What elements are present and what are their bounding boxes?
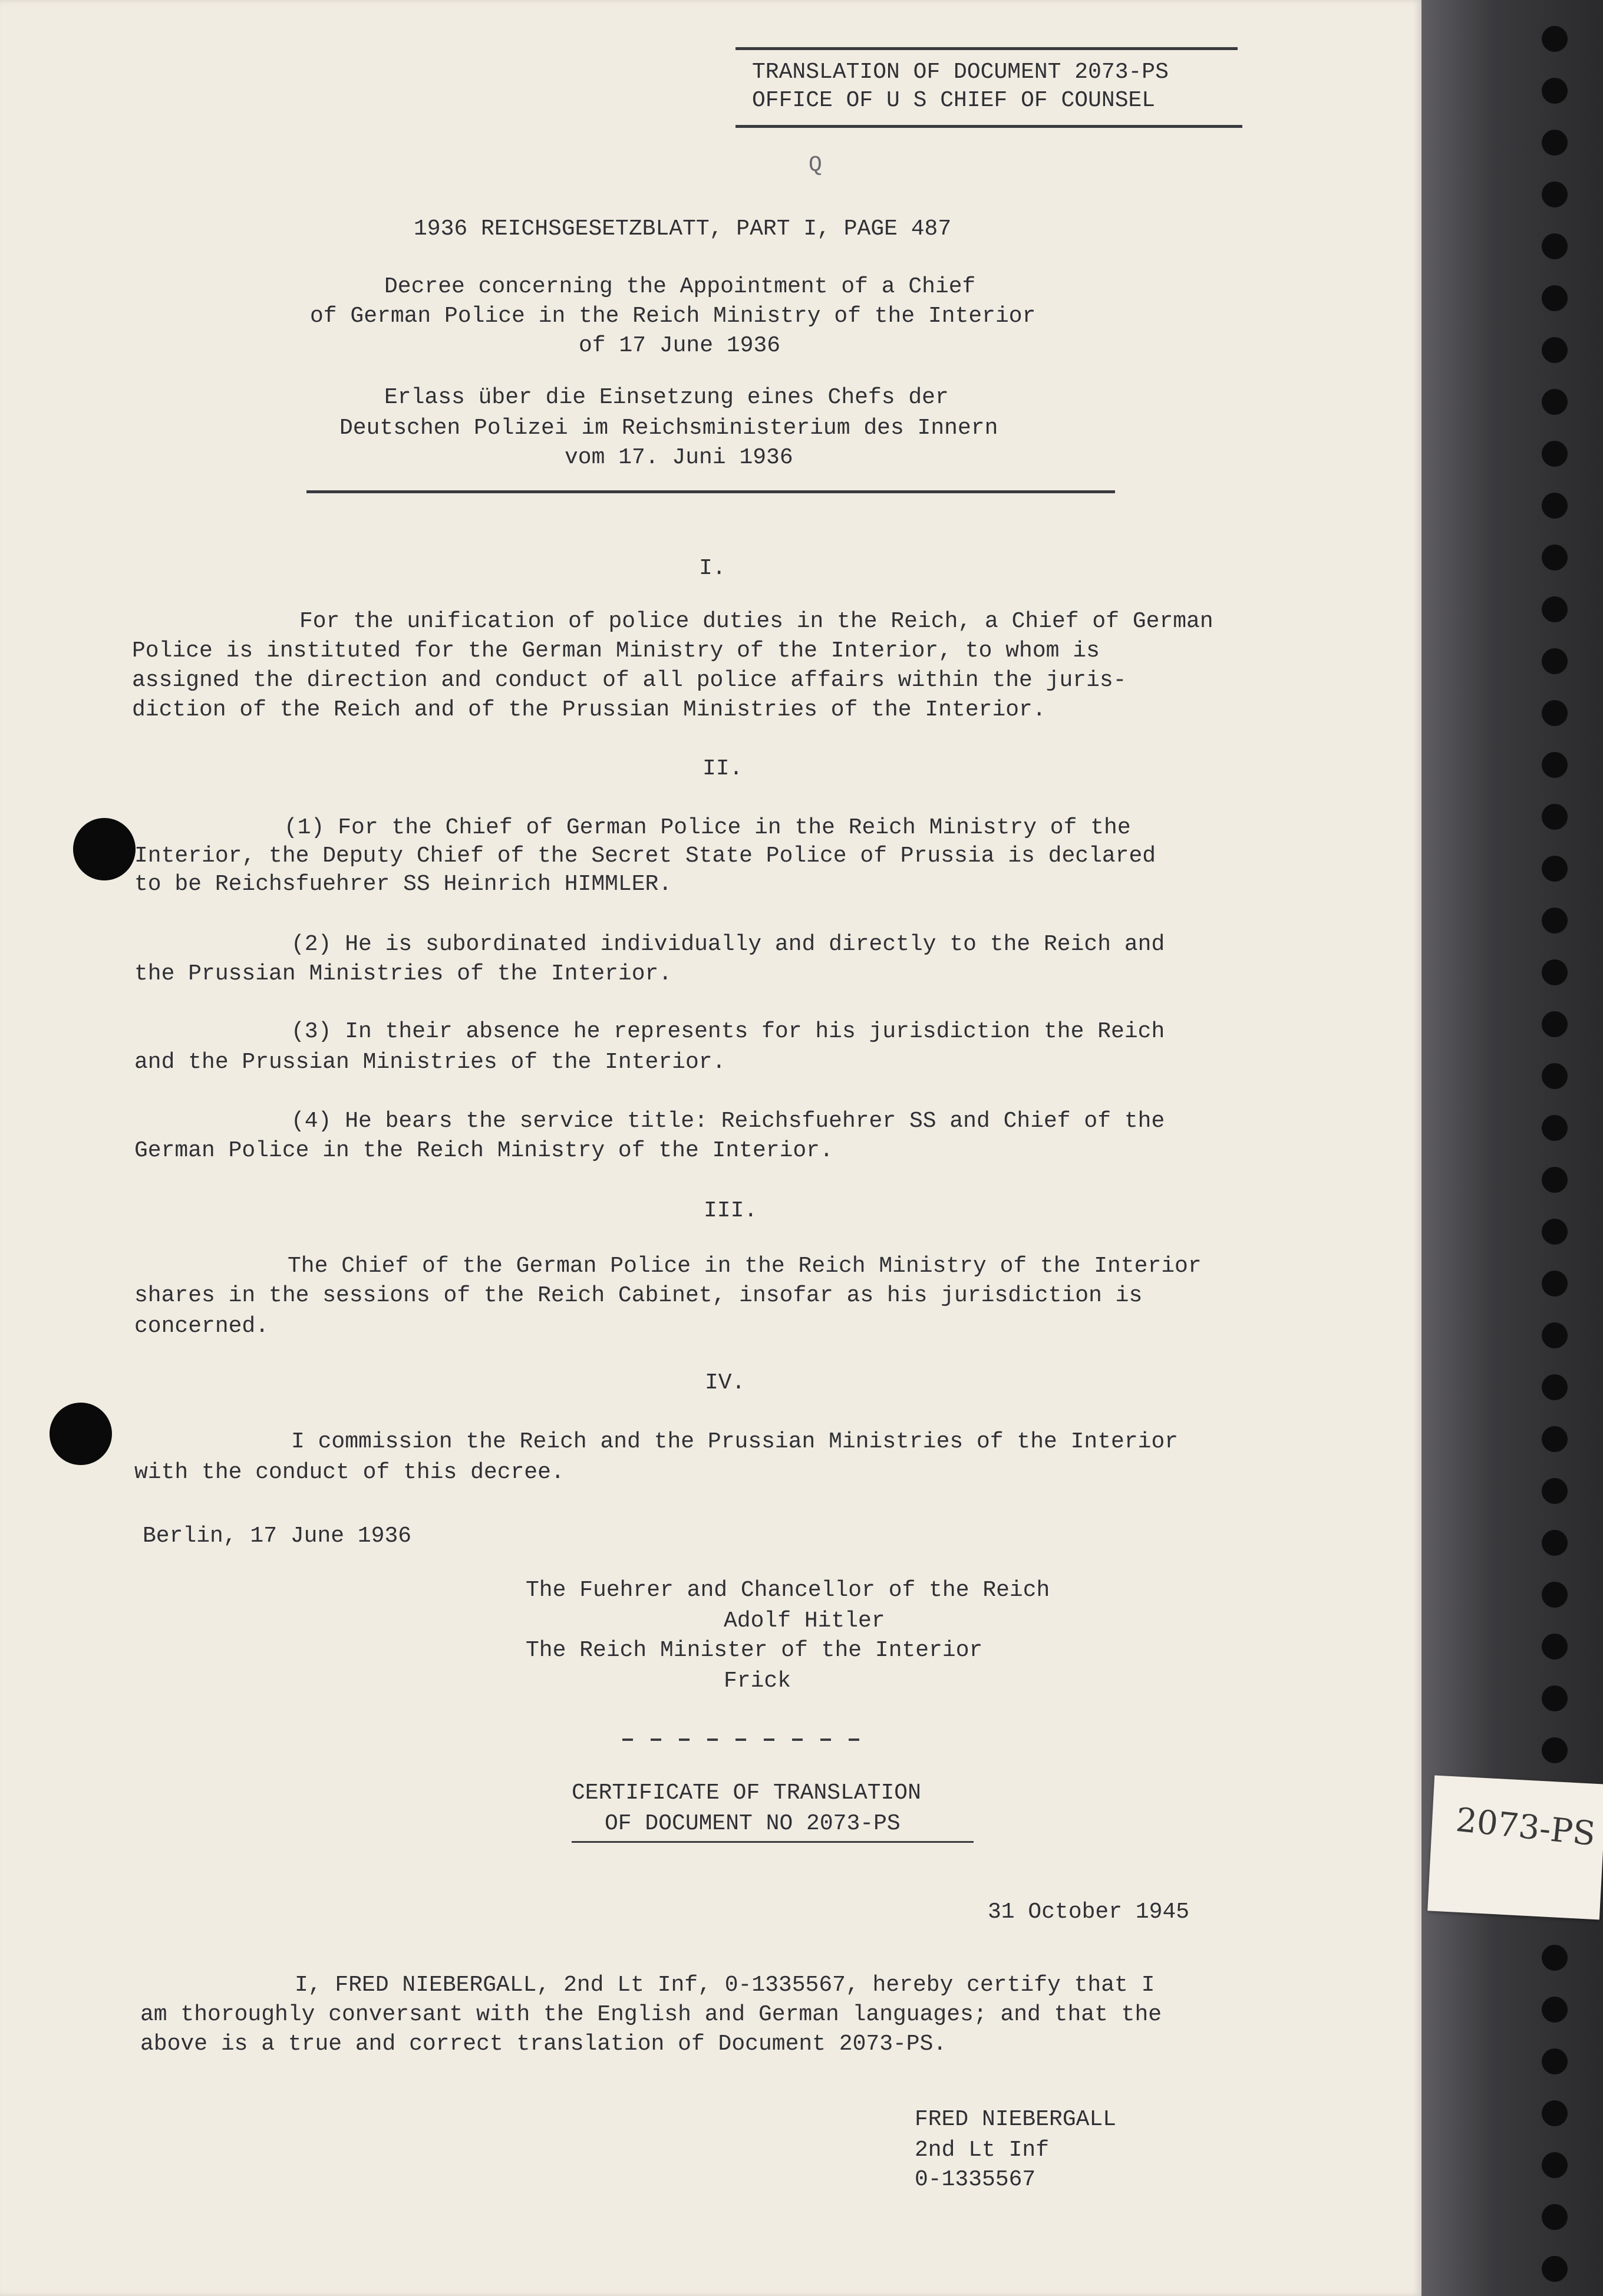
signer-rank: 2nd Lt Inf [915,2137,1050,2163]
binder-hole [1542,2100,1568,2126]
binder-hole [1542,26,1568,52]
binder-hole [1542,856,1568,882]
binder-hole [1542,1530,1568,1556]
certificate-body-line-1: I, FRED NIEBERGALL, 2nd Lt Inf, 0-1335567, hereby certify that I [295,1972,1155,1998]
section-2-para-1-line-3: to be Reichsfuehrer SS Heinrich HIMMLER. [134,872,672,897]
punch-hole-upper [73,818,136,880]
binder-hole [1542,1011,1568,1037]
section-3-line-2: shares in the sessions of the Reich Cabinet, insofar as his jurisdiction is [134,1283,1143,1308]
binder-hole [1542,2256,1568,2282]
title-de-line-3: vom 17. Juni 1936 [565,445,793,470]
certificate-date: 31 October 1945 [988,1899,1190,1925]
binder-hole [1542,804,1568,830]
title-de-line-1: Erlass über die Einsetzung eines Chefs der [384,385,949,410]
signer-name: FRED NIEBERGALL [915,2107,1117,2132]
section-2-para-3-line-1: (3) In their absence he represents for his jurisdiction the Reich [291,1019,1165,1044]
place-date: Berlin, 17 June 1936 [143,1523,412,1549]
binder-hole [1542,1737,1568,1763]
section-4-heading: IV. [705,1370,746,1396]
binder-hole [1542,1219,1568,1245]
title-en-line-3: of 17 June 1936 [579,333,781,358]
certificate-rule [572,1841,974,1843]
binder-hole [1542,752,1568,778]
separator-dashes [622,1739,870,1741]
title-en-line-1: Decree concerning the Appointment of a Chief [384,274,976,299]
binder-hole [1542,389,1568,415]
binder-hole [1542,1582,1568,1608]
binder-hole [1542,1167,1568,1193]
binder-hole [1542,285,1568,311]
header-bottom-rule [735,125,1242,128]
section-2-para-4-line-1: (4) He bears the service title: Reichsfuehrer SS and Chief of the [291,1109,1165,1134]
binder-strip [1421,0,1603,2296]
section-2-para-4-line-2: German Police in the Reich Ministry of the Interior. [134,1138,833,1163]
section-1-line-3: assigned the direction and conduct of all police affairs within the juris- [132,668,1127,693]
section-1-line-1: For the unification of police duties in the Reich, a Chief of German [299,609,1213,634]
binder-hole [1542,908,1568,933]
tab-label: 2073-PS [1454,1800,1598,1854]
binder-hole [1542,648,1568,674]
binder-hole [1542,1945,1568,1971]
signature-line-3: The Reich Minister of the Interior [526,1638,983,1663]
section-4-line-1: I commission the Reich and the Prussian Ministries of the Interior [291,1429,1179,1454]
binder-hole [1542,959,1568,985]
section-3-line-3: concerned. [134,1314,269,1339]
citation: 1936 REICHSGESETZBLATT, PART I, PAGE 487 [414,216,952,242]
binder-hole [1542,233,1568,259]
binder-hole [1542,1063,1568,1089]
title-en-line-2: of German Police in the Reich Ministry of the Interior [310,304,1036,329]
title-rule [306,490,1115,493]
binder-hole [1542,1426,1568,1452]
signature-line-2: Adolf Hitler [724,1608,885,1634]
binder-hole [1542,130,1568,156]
section-1-line-2: Police is instituted for the German Ministry of the Interior, to whom is [132,638,1100,664]
header-mark: Q [809,153,822,178]
binder-hole [1542,1322,1568,1348]
section-2-heading: II. [702,756,743,781]
binder-hole [1542,182,1568,207]
header-line-2: OFFICE OF U S CHIEF OF COUNSEL [752,88,1156,113]
section-2-para-1-line-2: Interior, the Deputy Chief of the Secret State Police of Prussia is declared [134,843,1156,869]
section-3-heading: III. [704,1198,758,1223]
binder-hole [1542,2204,1568,2230]
binder-hole [1542,2048,1568,2074]
section-2-para-1-line-1: (1) For the Chief of German Police in the Reich Ministry of the [284,815,1131,840]
signer-serial: 0-1335567 [915,2167,1036,2192]
binder-hole [1542,1634,1568,1660]
section-1-line-4: diction of the Reich and of the Prussian Ministries of the Interior. [132,697,1046,723]
binder-hole [1542,1374,1568,1400]
certificate-body-line-3: above is a true and correct translation of Document 2073-PS. [140,2031,947,2057]
section-2-para-2-line-1: (2) He is subordinated individually and directly to the Reich and [291,932,1165,957]
binder-hole [1542,700,1568,726]
section-2-para-3-line-2: and the Prussian Ministries of the Interior. [134,1050,726,1075]
header-top-rule [735,47,1238,50]
binder-hole [1542,493,1568,519]
binder-hole [1542,596,1568,622]
binder-hole [1542,1685,1568,1711]
binder-hole [1542,1478,1568,1504]
signature-line-4: Frick [724,1668,791,1694]
binder-hole [1542,337,1568,363]
punch-hole-lower [50,1403,112,1465]
binder-hole [1542,1997,1568,2023]
binder-hole [1542,2152,1568,2178]
section-1-heading: I. [699,556,726,581]
certificate-title-1: CERTIFICATE OF TRANSLATION [572,1780,921,1806]
binder-hole [1542,1271,1568,1297]
binder-hole [1542,78,1568,104]
header-line-1: TRANSLATION OF DOCUMENT 2073-PS [752,60,1169,85]
certificate-title-2: OF DOCUMENT NO 2073-PS [605,1811,901,1836]
section-4-line-2: with the conduct of this decree. [134,1460,565,1485]
binder-hole [1542,441,1568,467]
binder-hole [1542,545,1568,570]
signature-line-1: The Fuehrer and Chancellor of the Reich [526,1578,1050,1603]
section-3-line-1: The Chief of the German Police in the Reich Ministry of the Interior [288,1253,1202,1279]
binder-hole [1542,1115,1568,1141]
section-2-para-2-line-2: the Prussian Ministries of the Interior. [134,961,672,987]
certificate-body-line-2: am thoroughly conversant with the English and German languages; and that the [140,2002,1162,2027]
title-de-line-2: Deutschen Polizei im Reichsministerium des Innern [339,415,998,441]
